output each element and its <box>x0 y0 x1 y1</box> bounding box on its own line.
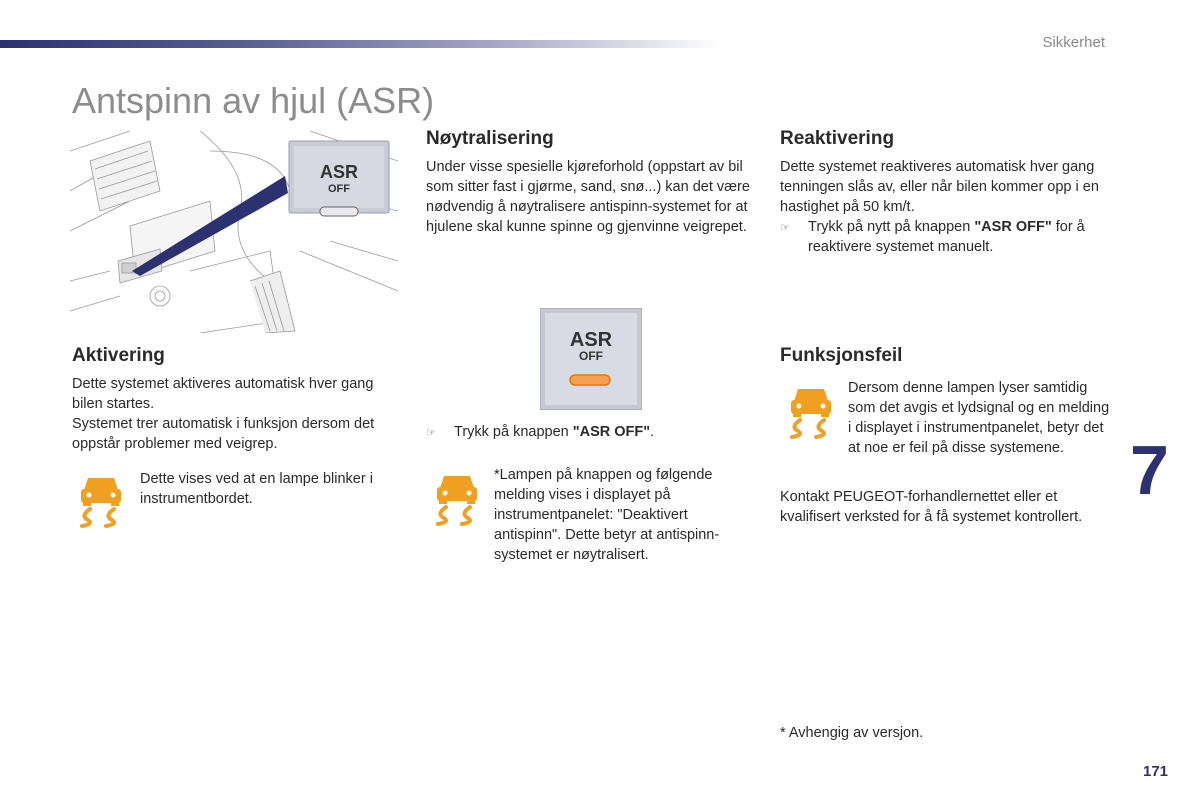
aktivering-paragraph-1: Dette systemet aktiveres automatisk hver gang bilen startes. <box>72 376 374 412</box>
button-off-label: OFF <box>579 349 603 363</box>
aktivering-note: Dette vises ved at en lampe blinker i instrumentbordet. <box>140 471 373 507</box>
button-asr-label: ASR <box>569 329 613 351</box>
noytralisering-heading: Nøytralisering <box>426 128 554 149</box>
footnote: * Avhengig av versjon. <box>780 725 924 741</box>
noytralisering-bullet <box>426 422 746 443</box>
reaktivering-bullet-bold: "ASR OFF" <box>974 219 1052 235</box>
noytralisering-note: *Lampen på knappen og følgende melding vises i displayet på instrumentpanelet: "Deaktivert antispinn". Dette betyr at antispinn-systemet er nøytralisert. <box>494 467 720 563</box>
page-number: 171 <box>1143 763 1169 780</box>
noytralisering-bullet-text: Trykk på knappen <box>454 424 573 440</box>
skid-car-icon <box>432 472 486 526</box>
header-bar <box>0 40 720 48</box>
noytralisering-bullet-end: . <box>650 424 655 440</box>
dashboard-drawing <box>70 131 398 333</box>
reaktivering-bullet-end: for å reaktivere systemet manuelt. <box>808 219 1085 255</box>
asr-off-button-image <box>540 308 642 410</box>
reaktivering-paragraph: Dette systemet reaktiveres automatisk hver gang tenningen slås av, eller når bilen kommer opp i en hastighet på 50 km/t. <box>780 159 1099 215</box>
funksjonsfeil-note: Dersom denne lampen lyser samtidig som det avgis et lydsignal og en melding i displayet i instrumentpanelet, betyr det at noe er feil på disse systemene. <box>848 380 1110 456</box>
aktivering-paragraph-2: Systemet trer automatisk i funksjon dersom det oppstår problemer med veigrep. <box>72 416 375 452</box>
skid-car-icon <box>76 474 130 528</box>
skid-car-icon <box>786 385 840 439</box>
illustration-asr-label: ASR <box>319 162 359 182</box>
reaktivering-heading: Reaktivering <box>780 128 895 149</box>
chapter-number: 7 <box>1130 431 1169 509</box>
noytralisering-paragraph: Under visse spesielle kjøreforhold (oppstart av bil som sitter fast i gjørme, sand, snø...) kan det være nødvendig å nøytralisere antispinn-systemet for at hjulene skal kunne spinne og gjenvinne veigrepet. <box>426 159 750 235</box>
aktivering-heading: Aktivering <box>72 345 165 366</box>
pointing-hand-icon: ☞ <box>780 222 790 234</box>
noytralisering-bullet-bold: "ASR OFF" <box>572 424 651 440</box>
reaktivering-bullet <box>780 217 1110 257</box>
aktivering-text <box>72 374 402 454</box>
dashboard-illustration <box>70 131 398 333</box>
illustration-off-label: OFF <box>328 183 350 195</box>
funksjonsfeil-heading: Funksjonsfeil <box>780 345 903 366</box>
section-name: Sikkerhet <box>1042 34 1105 51</box>
page-title: Antspinn av hjul (ASR) <box>72 80 435 121</box>
funksjonsfeil-paragraph: Kontakt PEUGEOT-forhandlernettet eller et kvalifisert verksted for å få systemet kontrollert. <box>780 489 1083 525</box>
pointing-hand-icon: ☞ <box>426 427 436 439</box>
reaktivering-bullet-text: Trykk på nytt på knappen <box>808 219 975 235</box>
